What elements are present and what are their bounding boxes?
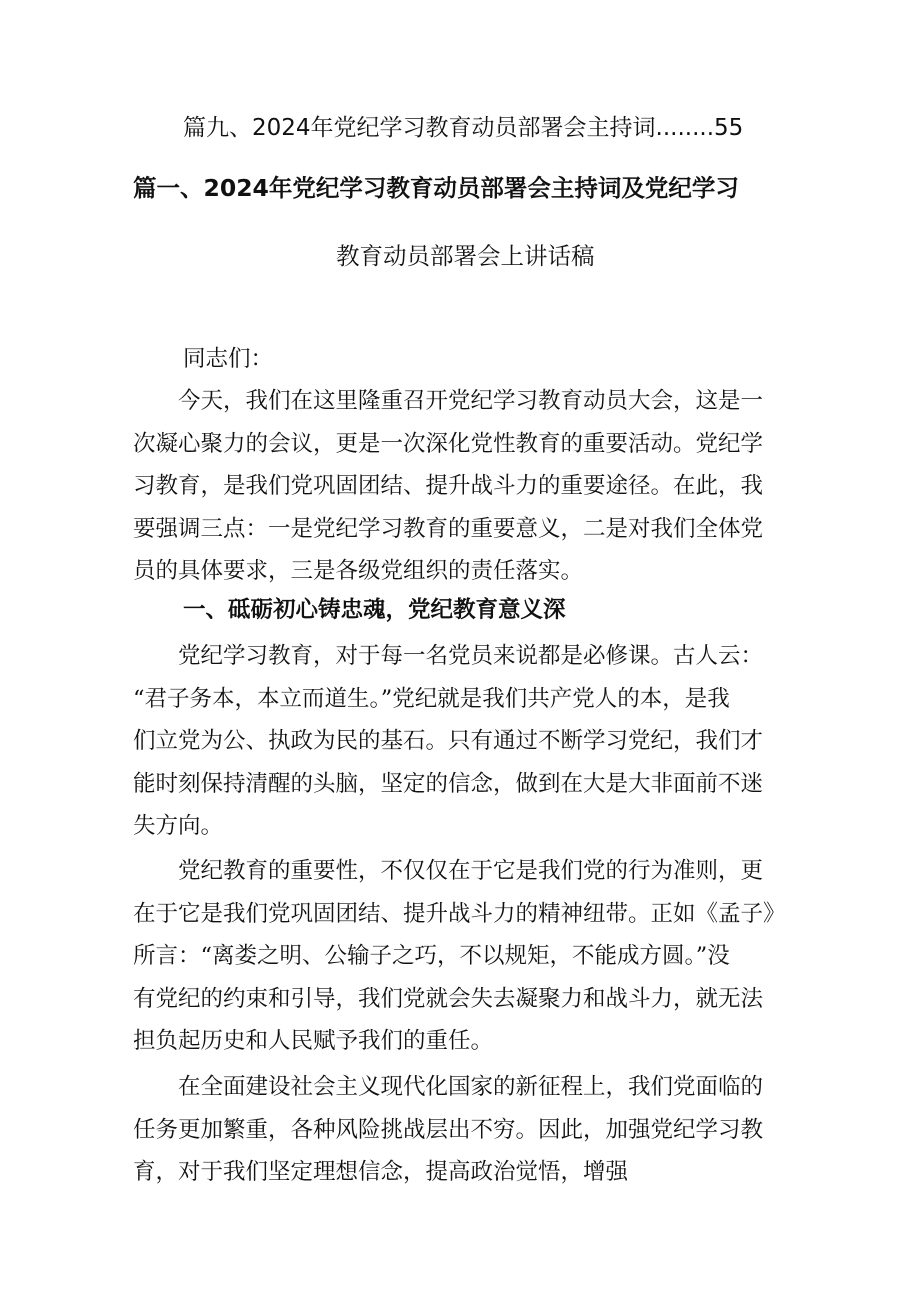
paragraph-line: 党纪教育的重要性，不仅仅在于它是我们党的行为准则，更 [133,858,764,884]
document-title-line-2: 教育动员部署会上讲话稿 [336,242,595,270]
document-title-line-1: 篇一、2024年党纪学习教育动员部署会主持词及党纪学习 [133,174,739,202]
paragraph-importance [133,850,787,1063]
paragraph-line: 次凝心聚力的会议，更是一次深化党性教育的重要活动。党纪学 [133,430,764,457]
paragraph-line: 党纪学习教育，对于每一名党员来说都是必修课。古人云： [133,643,764,669]
paragraph-line: 今天，我们在这里隆重召开党纪学习教育动员大会，这是一 [133,388,764,414]
paragraph-new-journey [133,1066,787,1194]
section-heading-1: 一、砥砺初心铸忠魂，党纪教育意义深 [183,597,566,623]
paragraph-line: 能时刻保持清醒的头脑，坚定的信念，做到在大是大非面前不迷 [133,770,764,797]
paragraph-line: 育，对于我们坚定理想信念，提高政治觉悟，增强 [133,1159,629,1185]
paragraph-line: 在全面建设社会主义现代化国家的新征程上，我们党面临的 [133,1074,764,1100]
paragraph-line: 员的具体要求，三是各级党组织的责任落实。 [133,558,584,584]
paragraph-line: “君子务本，本立而道生。”党纪就是我们共产党人的本，是我 [133,685,730,712]
paragraph-line: 所言：“离娄之明、公输子之巧，不以规矩，不能成方圆。”没 [133,943,730,969]
paragraph-line: 习教育，是我们党巩固团结、提升战斗力的重要途径。在此，我 [133,473,764,499]
paragraph-line: 们立党为公、执政为民的基石。只有通过不断学习党纪，我们才 [133,728,764,754]
salutation: 同志们： [183,346,274,372]
paragraph-line: 要强调三点：一是党纪学习教育的重要意义，二是对我们全体党 [133,515,764,542]
paragraph-line: 任务更加繁重，各种风险挑战层出不穷。因此，加强党纪学习教 [133,1116,764,1143]
paragraph-line: 担负起历史和人民赋予我们的重任。 [133,1028,494,1054]
toc-entry[interactable]: 篇九、2024年党纪学习教育动员部署会主持词........55 [183,115,744,141]
paragraph-line: 有党纪的约束和引导，我们党就会失去凝聚力和战斗力，就无法 [133,985,764,1012]
paragraph-significance [133,635,787,848]
paragraph-line: 在于它是我们党巩固团结、提升战斗力的精神纽带。正如《孟子》 [133,900,786,927]
paragraph-line: 失方向。 [133,813,224,839]
paragraph-intro [133,380,787,593]
